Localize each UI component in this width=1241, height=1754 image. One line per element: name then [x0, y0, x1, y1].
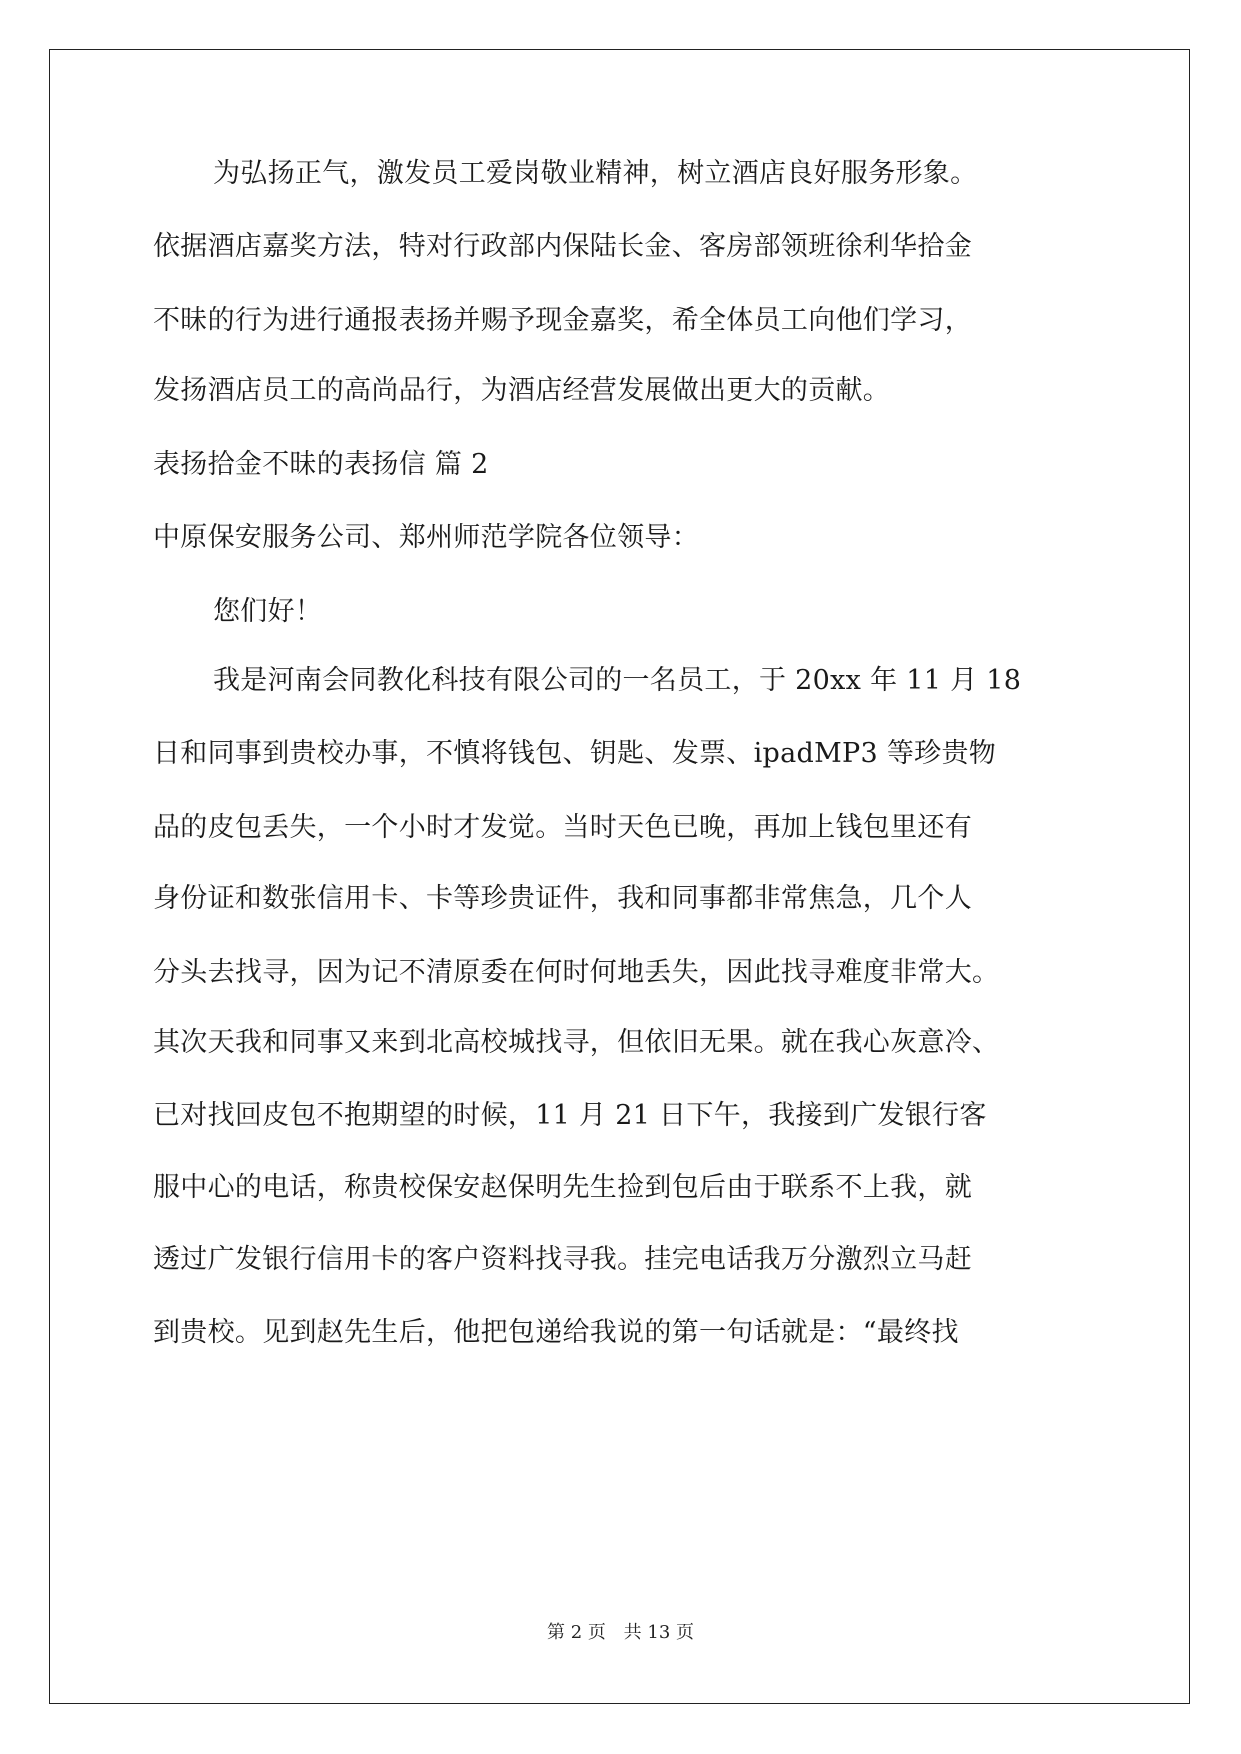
text-line: 身份证和数张信用卡、卡等珍贵证件，我和同事都非常焦急，几个人	[153, 883, 972, 914]
text-line: 透过广发银行信用卡的客户资料找寻我。挂完电话我万分激烈立马赶	[153, 1244, 972, 1275]
text-line: 分头去找寻，因为记不清原委在何时何地丢失，因此找寻难度非常大。	[153, 957, 1000, 988]
greeting: 您们好！	[213, 596, 323, 627]
text-line: 不昧的行为进行通报表扬并赐予现金嘉奖，希全体员工向他们学习，	[153, 305, 972, 336]
salutation: 中原保安服务公司、郑州师范学院各位领导：	[153, 522, 699, 553]
page-footer	[0, 1618, 1241, 1644]
text-line: 发扬酒店员工的高尚品行，为酒店经营发展做出更大的贡献。	[153, 375, 891, 406]
text-line: 已对找回皮包不抱期望的时候，11 月 21 日下午，我接到广发银行客	[153, 1100, 987, 1131]
page-total: 共 13 页	[623, 1622, 694, 1643]
section-heading: 表扬拾金不昧的表扬信 篇 2	[153, 449, 489, 480]
text-line: 服中心的电话，称贵校保安赵保明先生捡到包后由于联系不上我，就	[153, 1172, 972, 1203]
text-line: 依据酒店嘉奖方法，特对行政部内保陆长金、客房部领班徐利华拾金	[153, 231, 972, 262]
text-line: 我是河南会同教化科技有限公司的一名员工，于 20xx 年 11 月 18	[213, 665, 1022, 696]
text-line: 为弘扬正气，激发员工爱岗敬业精神，树立酒店良好服务形象。	[213, 158, 978, 189]
text-line: 日和同事到贵校办事，不慎将钱包、钥匙、发票、ipadMP3 等珍贵物	[153, 738, 997, 769]
text-line: 其次天我和同事又来到北高校城找寻，但依旧无果。就在我心灰意冷、	[153, 1027, 1000, 1058]
page-number: 第 2 页	[547, 1622, 606, 1643]
text-line: 品的皮包丢失，一个小时才发觉。当时天色已晚，再加上钱包里还有	[153, 812, 972, 843]
page-border	[49, 49, 1190, 1704]
text-line: 到贵校。见到赵先生后，他把包递给我说的第一句话就是：“最终找	[153, 1317, 959, 1348]
